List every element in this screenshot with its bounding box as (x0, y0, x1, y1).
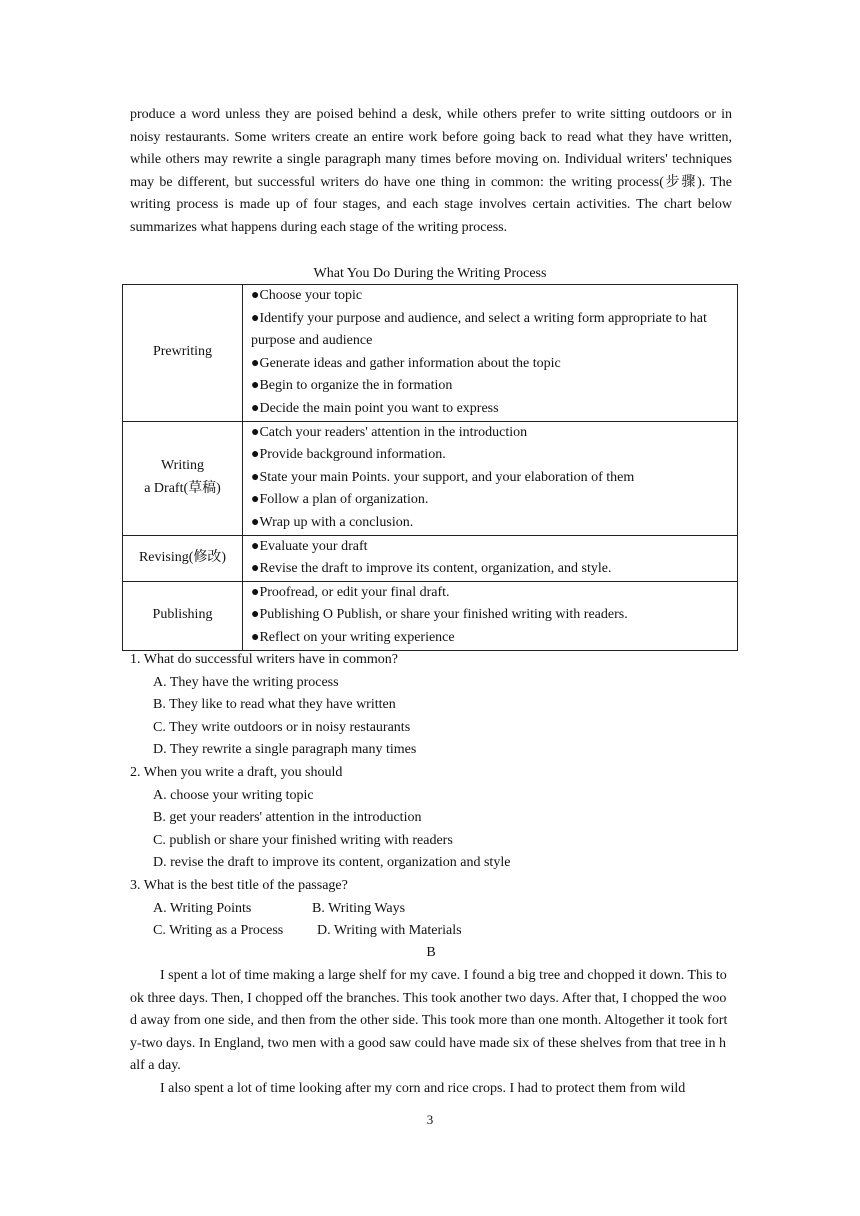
answer-option: A. They have the writing process (153, 674, 339, 690)
activities-cell (243, 421, 738, 535)
page-number: 3 (426, 1112, 434, 1127)
activities-cell (243, 581, 738, 650)
stage-label: Revising(修改) (138, 549, 227, 565)
stage-label-line2: a Draft(草稿) (144, 481, 221, 497)
answer-option: A. Writing Points (153, 900, 252, 916)
answer-option: D. revise the draft to improve its content, organization and style (153, 855, 511, 871)
activity-item: ●Revise the draft to improve its content, organization, and style. (251, 561, 612, 577)
answer-option: C. They write outdoors or in noisy restaurants (153, 719, 411, 735)
activity-item: ●Reflect on your writing experience (251, 629, 455, 645)
passage-paragraph: I spent a lot of time making a large shelf for my cave. I found a big tree and chopped it down. This took three days. Then, I chopped off the branches. This took another two days. After that, I chopped the wood away from one side, and then from the other side. This took more than one month. Altogether it took forty-two days. In England, two men with a good saw could have made six of these shelves from that tree in half a day. (130, 968, 728, 1074)
activity-item: ●Provide background information. (251, 447, 446, 463)
answer-option: D. They rewrite a single paragraph many times (153, 742, 417, 758)
activity-item: ●Catch your readers' attention in the introduction (251, 424, 528, 440)
stage-label: Prewriting (152, 344, 213, 360)
activity-item: ●Publishing O Publish, or share your finished writing with readers. (251, 607, 628, 623)
writing-process-table (122, 284, 738, 651)
table-title: What You Do During the Writing Process (313, 266, 547, 281)
stage-cell (123, 421, 243, 535)
questions-section (130, 649, 730, 943)
activity-item: ●Decide the main point you want to express (251, 400, 499, 416)
stage-cell (123, 285, 243, 422)
intro-paragraph: produce a word unless they are poised behind a desk, while others prefer to write sitting outdoors or in noisy restaurants. Some writers create an entire work before going back to read what they have written, while others may rewrite a single paragraph many times before moving on. Individual writers' techniques may be different, but successful writers do have one thing in common: the writing process(步骤). The writing process is made up of four stages, and each stage involves certain activities. The chart below summarizes what happens during each stage of the writing process. (130, 107, 732, 235)
passage-paragraph: I also spent a lot of time looking after my corn and rice crops. I had to protect them from wild (160, 1080, 686, 1096)
activity-item: ●Proofread, or edit your final draft. (251, 584, 450, 600)
passage-b (130, 965, 732, 1101)
section-heading: B (426, 945, 436, 960)
answer-option: C. Writing as a Process (153, 923, 284, 939)
answer-option: B. get your readers' attention in the introduction (153, 810, 422, 826)
stage-cell (123, 581, 243, 650)
activity-item: ●State your main Points. your support, and your elaboration of them (251, 469, 635, 485)
activities-cell (243, 285, 738, 422)
table-row (123, 581, 738, 650)
table-row (123, 421, 738, 535)
stage-label: Writing (161, 458, 204, 474)
activity-item: ●Generate ideas and gather information about the topic (251, 355, 561, 371)
question-text: 2. When you write a draft, you should (130, 764, 343, 780)
stage-cell (123, 535, 243, 581)
answer-option-row (130, 920, 730, 943)
table-row (123, 285, 738, 422)
answer-option-row (130, 898, 730, 921)
question-text: 1. What do successful writers have in common? (130, 652, 399, 667)
answer-option: D. Writing with Materials (317, 923, 462, 939)
activity-item: ●Identify your purpose and audience, and select a writing form appropriate to hat purpose and audience (251, 310, 707, 349)
table-row (123, 535, 738, 581)
stage-label: Publishing (152, 607, 213, 623)
activity-item: ●Evaluate your draft (251, 538, 368, 554)
answer-option: C. publish or share your finished writing with readers (153, 832, 453, 848)
activity-item: ●Choose your topic (251, 288, 363, 303)
answer-option: B. They like to read what they have written (153, 697, 396, 713)
answer-option: A. choose your writing topic (153, 787, 314, 803)
question-text: 3. What is the best title of the passage? (130, 877, 348, 893)
activity-item: ●Wrap up with a conclusion. (251, 514, 414, 530)
activity-item: ●Begin to organize the in formation (251, 378, 453, 394)
intro-text (130, 104, 732, 240)
activity-item: ●Follow a plan of organization. (251, 492, 429, 508)
answer-option: B. Writing Ways (312, 900, 406, 916)
activities-cell (243, 535, 738, 581)
